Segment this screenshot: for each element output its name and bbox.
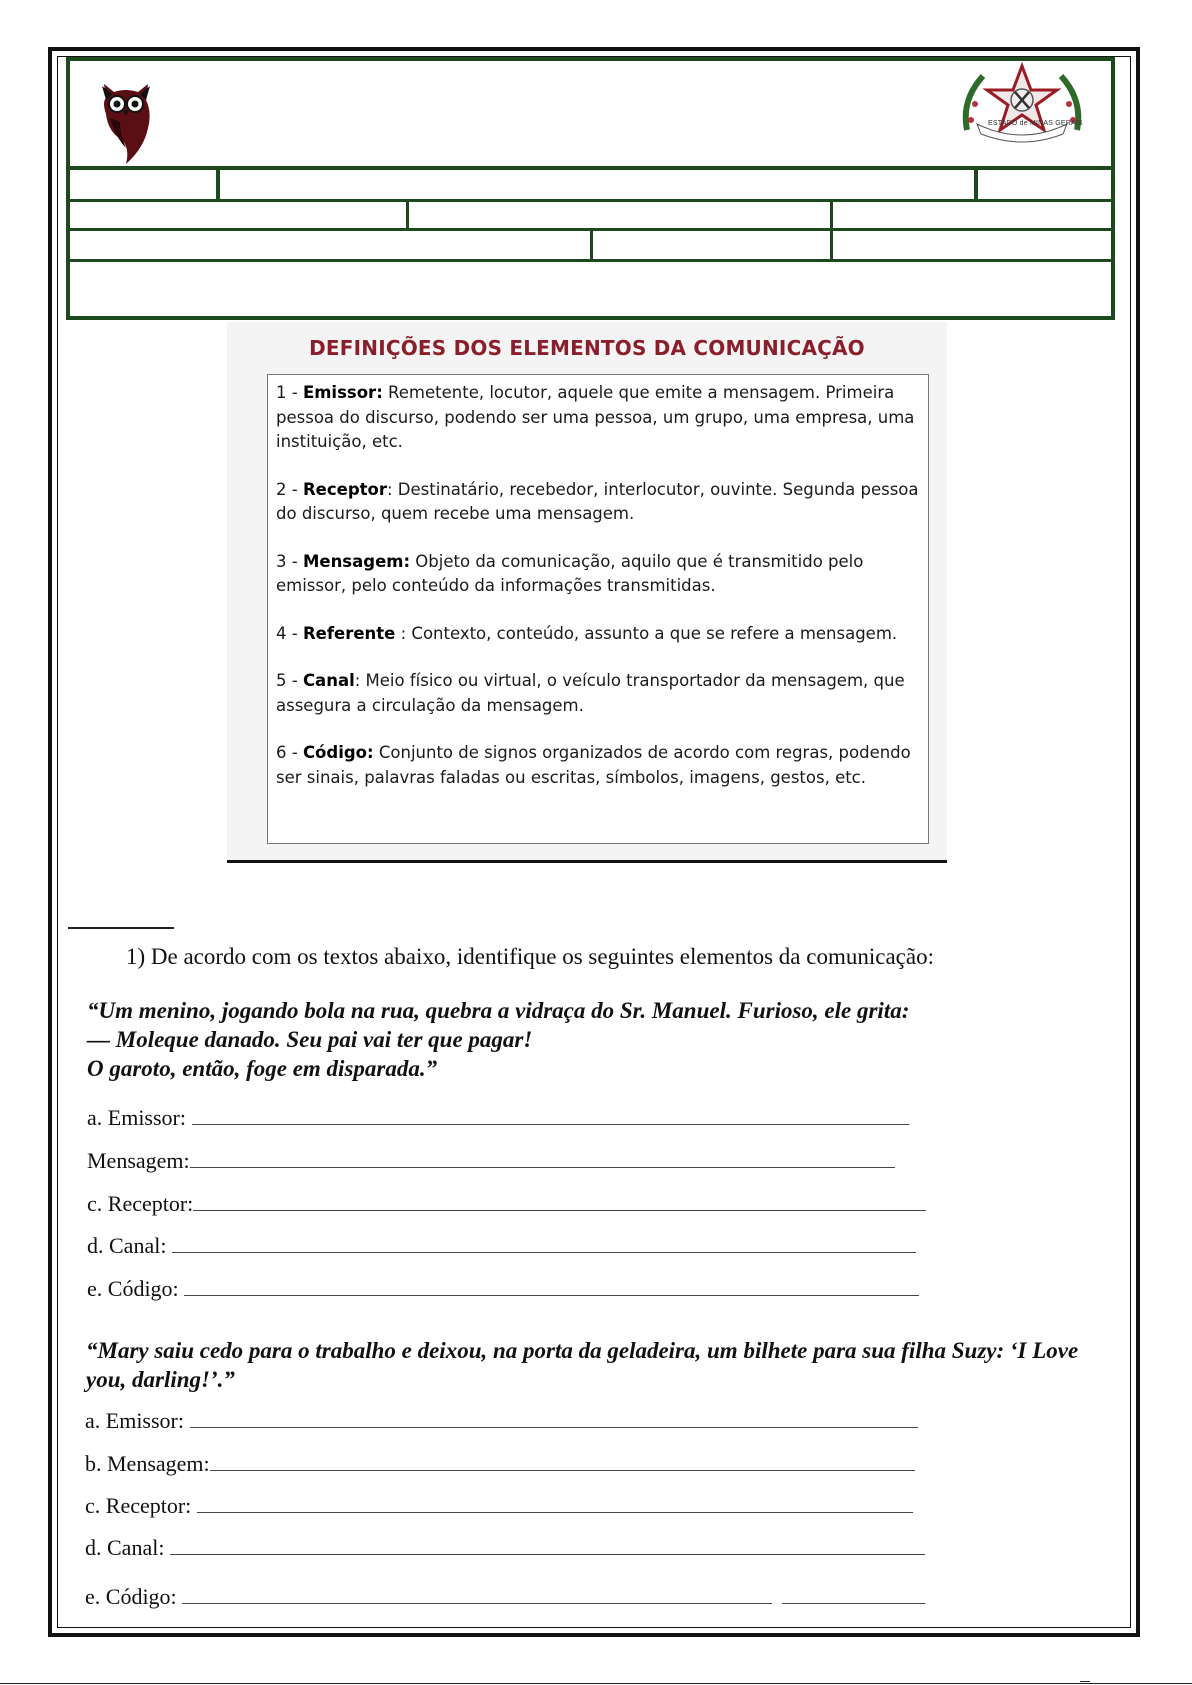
owl-logo-icon bbox=[96, 78, 156, 168]
definition-item: 2 - Receptor: Destinatário, recebedor, interlocutor, ouvinte. Segunda pessoa do discurso, quem recebe uma mensagem. bbox=[276, 479, 919, 523]
answer-emissor-2: a. Emissor: bbox=[85, 1405, 918, 1434]
header-grid-line bbox=[66, 166, 1115, 170]
question-1: 1) De acordo com os textos abaixo, identifique os seguintes elementos da comunicação: bbox=[126, 944, 934, 969]
header-grid-line bbox=[830, 199, 833, 262]
answer-blank[interactable] bbox=[210, 1448, 915, 1471]
page-bottom-rule bbox=[0, 1683, 1192, 1684]
definition-item: 4 - Referente : Contexto, conteúdo, assunto a que se refere a mensagem. bbox=[276, 623, 898, 643]
answer-blank[interactable] bbox=[197, 1490, 913, 1513]
definition-item: 5 - Canal: Meio físico ou virtual, o veículo transportador da mensagem, que assegura a circulação da mensagem. bbox=[276, 671, 905, 715]
page-bottom-tick bbox=[1080, 1681, 1090, 1682]
answer-blank[interactable] bbox=[184, 1273, 919, 1296]
answer-blank[interactable] bbox=[182, 1581, 772, 1604]
definition-item: 6 - Código: Conjunto de signos organizados de acordo com regras, podendo ser sinais, palavras faladas ou escritas, símbolos, imagens, gestos, etc. bbox=[276, 743, 911, 787]
answer-blank[interactable] bbox=[172, 1230, 916, 1253]
answer-codigo-1: e. Código: bbox=[87, 1273, 919, 1302]
answer-codigo-2: e. Código: bbox=[85, 1581, 925, 1610]
header-grid-line bbox=[216, 166, 220, 202]
header-grid-line bbox=[66, 199, 1115, 202]
header-grid-line bbox=[590, 228, 593, 262]
answer-blank[interactable] bbox=[193, 1188, 926, 1211]
seal-caption: ESTADO de MINAS GERAIS bbox=[988, 120, 1083, 127]
answer-blank[interactable] bbox=[192, 1102, 909, 1125]
answer-mensagem-1: Mensagem: bbox=[87, 1145, 895, 1174]
header-grid-line bbox=[406, 199, 409, 231]
divider bbox=[68, 927, 174, 929]
header-grid-line bbox=[974, 166, 978, 202]
answer-blank[interactable] bbox=[190, 1405, 918, 1428]
answer-blank[interactable] bbox=[782, 1581, 925, 1604]
answer-canal-2: d. Canal: bbox=[85, 1532, 925, 1561]
answer-blank[interactable] bbox=[170, 1532, 925, 1555]
state-seal-icon bbox=[957, 60, 1087, 150]
quote-1: “Um menino, jogando bola na rua, quebra a vidraça do Sr. Manuel. Furioso, ele grita: — Moleque danado. Seu pai vai ter que pagar! O garoto, então, foge em disparada.” bbox=[87, 998, 910, 1081]
answer-emissor-1: a. Emissor: bbox=[87, 1102, 909, 1131]
answer-receptor-1: c. Receptor: bbox=[87, 1188, 926, 1217]
definition-item: 3 - Mensagem: Objeto da comunicação, aquilo que é transmitido pelo emissor, pelo conteúdo da informações transmitidas. bbox=[276, 551, 864, 595]
definitions-title: DEFINIÇÕES DOS ELEMENTOS DA COMUNICAÇÃO bbox=[309, 336, 865, 360]
answer-canal-1: d. Canal: bbox=[87, 1230, 916, 1259]
definition-item: 1 - Emissor: Remetente, locutor, aquele que emite a mensagem. Primeira pessoa do discurso, podendo ser uma pessoa, um grupo, uma empresa, uma instituição, etc. bbox=[276, 383, 915, 451]
answer-mensagem-2: b. Mensagem: bbox=[85, 1448, 915, 1477]
answer-blank[interactable] bbox=[190, 1145, 895, 1168]
definitions-list bbox=[267, 374, 929, 844]
definitions-panel bbox=[227, 322, 947, 863]
quote-2: “Mary saiu cedo para o trabalho e deixou, na porta da geladeira, um bilhete para sua filha Suzy: ‘I Love you, darling!’.” bbox=[86, 1338, 1079, 1392]
answer-receptor-2: c. Receptor: bbox=[85, 1490, 913, 1519]
